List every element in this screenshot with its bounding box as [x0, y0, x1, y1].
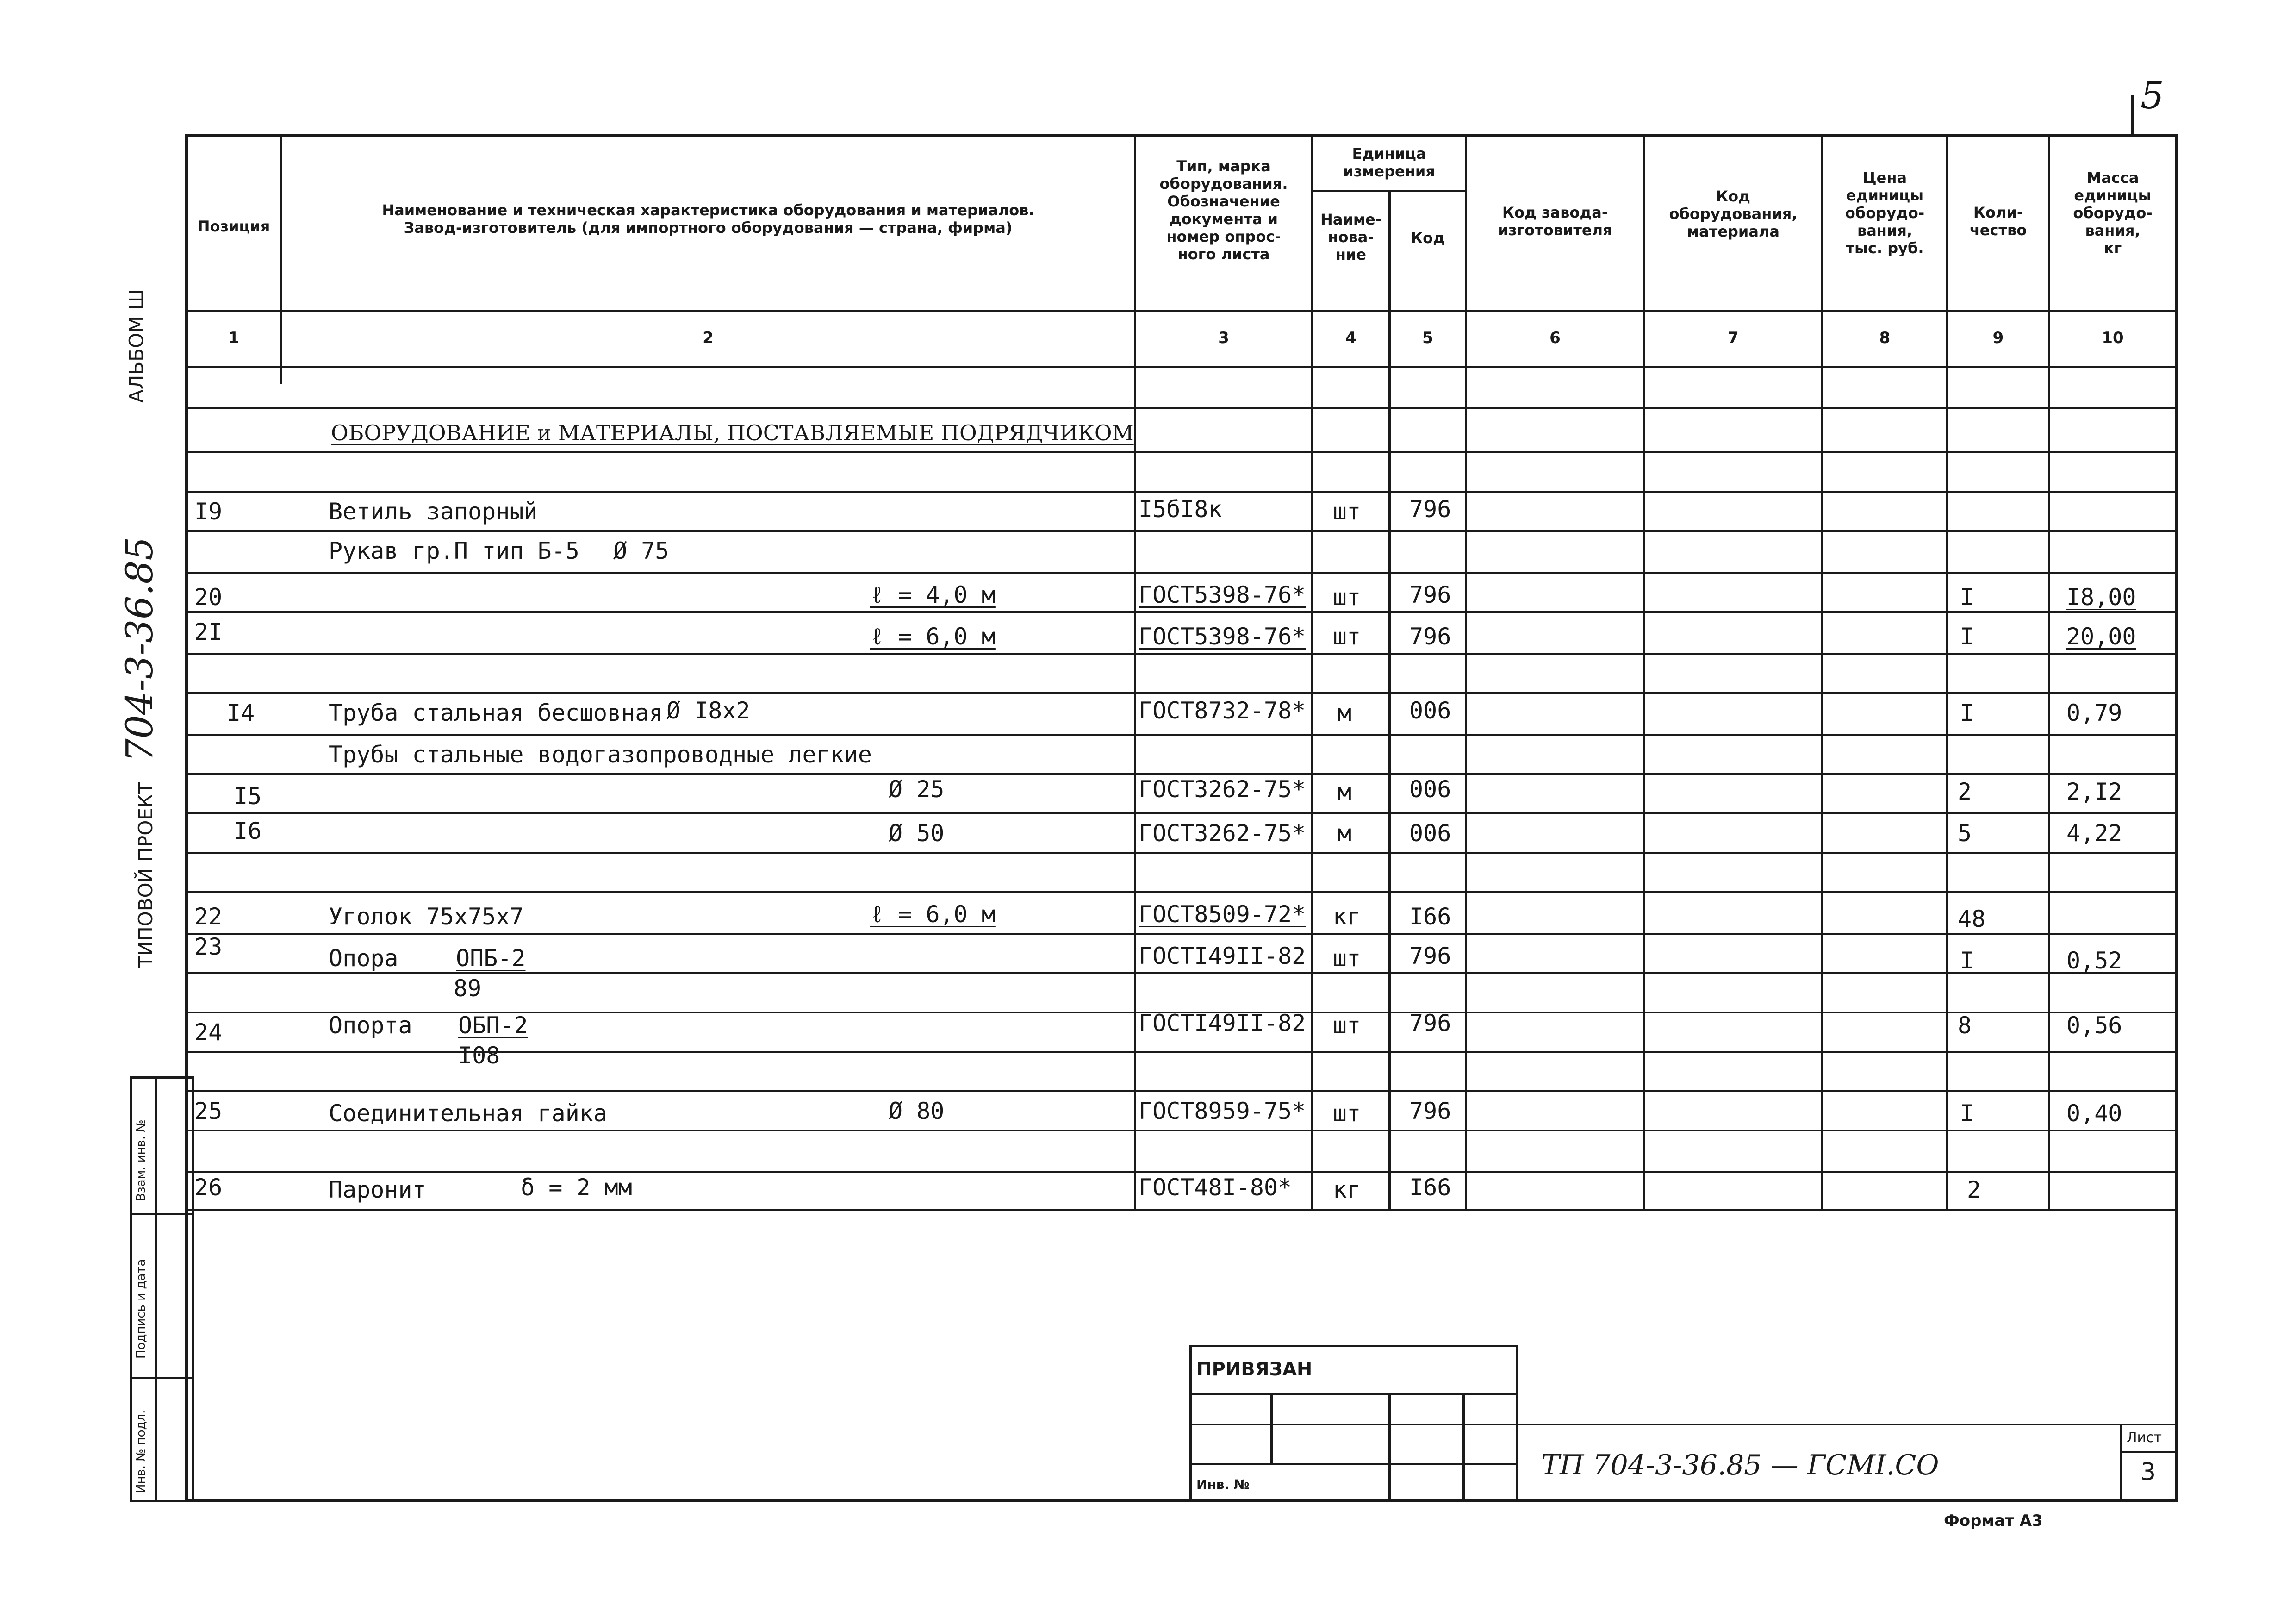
row-24-name: Опорта	[329, 1012, 412, 1039]
row-15-qty: 2	[1958, 778, 1972, 805]
row-25-qty: I	[1960, 1100, 1974, 1127]
col-line-7	[1643, 134, 1645, 1211]
col-line-10	[2048, 134, 2050, 1211]
row-26-name: Паронит	[329, 1176, 426, 1203]
row-24-qty: 8	[1958, 1012, 1972, 1039]
col-number-4: 4	[1345, 329, 1356, 347]
row-26-type: ГОСТ48I-80*	[1139, 1174, 1292, 1201]
row-23-frac-bottom: 89	[454, 975, 482, 1002]
bound-stamp-line-3	[1189, 1463, 1518, 1465]
project-number: 704-3-36.85	[118, 537, 161, 762]
sheet-divider	[2120, 1424, 2122, 1502]
row-24-frac-bottom: I08	[458, 1042, 500, 1069]
row-line	[185, 491, 2178, 493]
margin-sign-date: Подпись и дата	[134, 1259, 148, 1359]
row-line	[185, 407, 2178, 409]
row-24-code: 796	[1409, 1010, 1451, 1037]
row-26-param: δ = 2 мм	[521, 1174, 632, 1201]
col-number-1: 1	[228, 329, 239, 347]
row-23-type: ГОСТI49II-82	[1139, 943, 1306, 969]
page-number-mark	[2131, 95, 2134, 137]
document-designation: ТП 704-3-36.85 — ГСМI.СО	[1541, 1449, 1939, 1481]
row-20-unit: шт	[1333, 584, 1361, 611]
row-23-frac-top: ОПБ-2	[456, 945, 526, 972]
row-22-code: I66	[1409, 903, 1451, 930]
page-number: 5	[2140, 74, 2164, 117]
bound-label: ПРИВЯЗАН	[1196, 1359, 1313, 1380]
row-line	[185, 852, 2178, 854]
row-line	[185, 451, 2178, 453]
header-unit-code: Код	[1411, 229, 1445, 247]
header-quantity: Коли- чество	[1969, 204, 2027, 239]
row-25-pos: 25	[194, 1098, 223, 1124]
row-22-name: Уголок 75x75x7	[329, 903, 524, 930]
header-bottom-line	[185, 310, 2178, 312]
header-type: Тип, марка оборудования. Обозначение документа и номер опрос- ного листа	[1159, 157, 1288, 263]
row-16-param: Ø 50	[889, 820, 945, 847]
row-line	[185, 933, 2178, 935]
col-line-6	[1465, 134, 1467, 1211]
hose-diameter: Ø 75	[613, 537, 669, 564]
row-line	[185, 530, 2178, 532]
bound-stamp-divider-2	[1388, 1393, 1391, 1502]
row-14-diameter: Ø I8x2	[666, 697, 750, 724]
row-16-unit: м	[1338, 820, 1352, 847]
sheet-number: 3	[2140, 1458, 2156, 1486]
row-25-type: ГОСТ8959-75*	[1139, 1098, 1306, 1124]
pipes-name: Трубы стальные водогазопроводные легкие	[329, 741, 872, 768]
header-material-code: Код оборудования, материала	[1669, 187, 1798, 240]
row-24-unit: шт	[1333, 1012, 1361, 1039]
row-22-type: ГОСТ8509-72*	[1139, 901, 1306, 928]
row-23-unit: шт	[1333, 945, 1361, 972]
row-15-pos: I5	[234, 783, 262, 810]
header-name: Наименование и техническая характеристика оборудования и материалов. Завод-изготовитель (для импортного оборудования — страна, фирма)	[382, 201, 1034, 237]
row-22-unit: кг	[1333, 903, 1361, 930]
bound-stamp-divider-3	[1462, 1393, 1465, 1502]
col-number-3: 3	[1218, 329, 1229, 347]
row-23-code: 796	[1409, 943, 1451, 969]
margin-replace-inv: Взам. инв. №	[134, 1119, 148, 1201]
row-15-param: Ø 25	[889, 776, 945, 803]
col-line-8	[1821, 134, 1823, 1211]
col-number-8: 8	[1879, 329, 1891, 347]
row-23-name: Опора	[329, 945, 398, 972]
hose-name: Рукав гр.П тип Б-5	[329, 537, 579, 564]
row-line	[185, 773, 2178, 775]
row-15-mass: 2,I2	[2066, 778, 2122, 805]
row-14-pos: I4	[227, 700, 255, 726]
row-line	[185, 1130, 2178, 1131]
row-16-qty: 5	[1958, 820, 1972, 847]
row-19-unit: шт	[1333, 498, 1361, 525]
row-19-code: 796	[1409, 496, 1451, 523]
row-line	[185, 1090, 2178, 1092]
row-25-unit: шт	[1333, 1100, 1361, 1127]
row-25-param: Ø 80	[889, 1098, 945, 1124]
col-number-2: 2	[703, 329, 714, 347]
row-21-code: 796	[1409, 623, 1451, 650]
row-line	[185, 611, 2178, 613]
row-14-unit: м	[1338, 700, 1352, 726]
unit-group-line	[1311, 190, 1465, 192]
header-price: Цена единицы оборудо- вания, тыс. руб.	[1845, 169, 1925, 257]
row-22-qty: 48	[1958, 906, 1986, 932]
col-line-3	[1134, 134, 1136, 1211]
row-23-mass: 0,52	[2066, 947, 2122, 974]
col-number-5: 5	[1422, 329, 1433, 347]
row-21-mass: 20,00	[2066, 623, 2136, 650]
project-label-text: ТИПОВОЙ ПРОЕКТ	[134, 782, 157, 968]
row-21-qty: I	[1960, 623, 1974, 650]
row-24-frac-top: ОБП-2	[458, 1012, 528, 1039]
row-21-pos: 2I	[194, 618, 223, 645]
margin-block-line-2	[130, 1377, 194, 1379]
row-15-code: 006	[1409, 776, 1451, 803]
col-line-4	[1311, 134, 1313, 1211]
section-title: ОБОРУДОВАНИЕ и МАТЕРИАЛЫ, ПОСТАВЛЯЕМЫЕ ПОДРЯДЧИКОМ	[331, 420, 1134, 445]
row-26-unit: кг	[1333, 1176, 1361, 1203]
row-21-type: ГОСТ5398-76*	[1139, 623, 1306, 650]
margin-block-line-1	[130, 1213, 194, 1215]
row-line	[185, 1171, 2178, 1173]
row-24-type: ГОСТI49II-82	[1139, 1010, 1306, 1037]
row-19-name: Ветиль запорный	[329, 498, 538, 525]
row-20-pos: 20	[194, 584, 223, 611]
row-16-type: ГОСТ3262-75*	[1139, 820, 1306, 847]
bound-stamp-line-2	[1189, 1424, 1518, 1425]
col-number-6: 6	[1549, 329, 1561, 347]
row-16-mass: 4,22	[2066, 820, 2122, 847]
header-unit-name: Наиме- нова- ние	[1320, 211, 1381, 263]
row-19-type: I5бI8к	[1139, 496, 1222, 523]
row-16-pos: I6	[234, 818, 262, 844]
col-number-10: 10	[2102, 329, 2124, 347]
row-16-code: 006	[1409, 820, 1451, 847]
row-line	[185, 653, 2178, 655]
row-14-code: 006	[1409, 697, 1451, 724]
row-20-param: ℓ = 4,0 м	[870, 581, 996, 608]
row-15-unit: м	[1338, 778, 1352, 805]
row-24-mass: 0,56	[2066, 1012, 2122, 1039]
row-24-pos: 24	[194, 1019, 223, 1046]
row-23-pos: 23	[194, 933, 223, 960]
col-line-9	[1946, 134, 1948, 1211]
row-25-code: 796	[1409, 1098, 1451, 1124]
numbers-bottom-line	[185, 366, 2178, 368]
row-23-qty: I	[1960, 947, 1974, 974]
header-mass: Масса единицы оборудо- вания, кг	[2073, 169, 2153, 257]
row-line	[185, 812, 2178, 814]
header-unit-group: Единица измерения	[1343, 145, 1435, 180]
inv-number-label: Инв. №	[1196, 1477, 1250, 1492]
row-14-name: Труба стальная бесшовная	[329, 700, 663, 726]
bound-stamp-line-1	[1189, 1393, 1518, 1395]
row-15-type: ГОСТ3262-75*	[1139, 776, 1306, 803]
row-21-param: ℓ = 6,0 м	[870, 623, 996, 650]
row-line	[185, 972, 2178, 974]
bound-stamp-divider-1	[1270, 1393, 1273, 1463]
margin-block-divider	[155, 1076, 157, 1502]
row-14-mass: 0,79	[2066, 700, 2122, 726]
row-20-type: ГОСТ5398-76*	[1139, 581, 1306, 608]
sheet-label-line	[2120, 1451, 2178, 1453]
row-20-qty: I	[1960, 584, 1974, 611]
project-label	[118, 537, 161, 968]
header-position: Позиция	[197, 218, 270, 235]
album-label: АЛЬБОМ Ш	[125, 289, 148, 403]
title-block-top	[1518, 1424, 2178, 1425]
row-26-qty: 2	[1967, 1176, 1981, 1203]
row-25-name: Соединительная гайка	[329, 1100, 608, 1127]
row-22-pos: 22	[194, 903, 223, 930]
sheet-label: Лист	[2127, 1430, 2162, 1446]
col-number-7: 7	[1728, 329, 1739, 347]
row-line	[185, 734, 2178, 736]
row-20-mass: I8,00	[2066, 584, 2136, 611]
row-line	[185, 891, 2178, 893]
row-line	[185, 692, 2178, 694]
row-22-param: ℓ = 6,0 м	[870, 901, 996, 928]
row-21-unit: шт	[1333, 623, 1361, 650]
format-label: Формат А3	[1944, 1512, 2043, 1530]
row-20-code: 796	[1409, 581, 1451, 608]
row-14-qty: I	[1960, 700, 1974, 726]
row-26-pos: 26	[194, 1174, 223, 1201]
col-number-9: 9	[1992, 329, 2004, 347]
margin-inv-orig: Инв. № подл.	[134, 1410, 148, 1493]
row-line	[185, 572, 2178, 574]
row-line	[185, 1209, 2178, 1211]
row-14-type: ГОСТ8732-78*	[1139, 697, 1306, 724]
row-26-code: I66	[1409, 1174, 1451, 1201]
row-25-mass: 0,40	[2066, 1100, 2122, 1127]
header-factory-code: Код завода- изготовителя	[1498, 204, 1612, 239]
row-19-pos: I9	[194, 498, 223, 525]
